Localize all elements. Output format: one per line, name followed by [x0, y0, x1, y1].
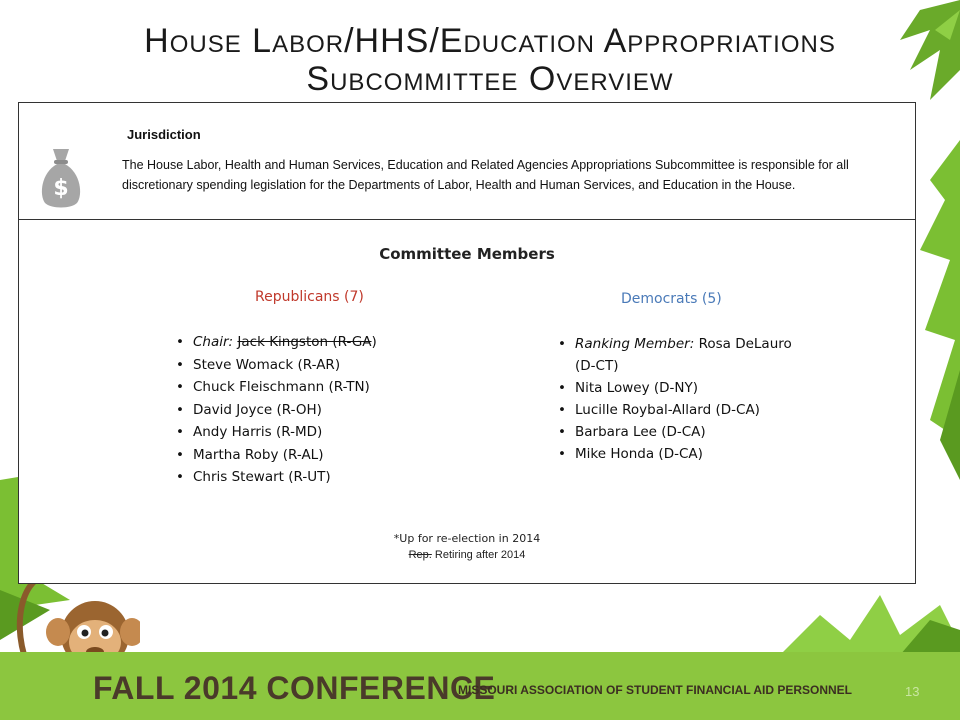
jurisdiction-heading: Jurisdiction [127, 127, 201, 142]
jurisdiction-text: The House Labor, Health and Human Services, Education and Related Agencies Appropriations Subcommittee is responsible for all discretionary spending legislation for the Departments of Labor, Health and Human Services, and Education in the House. [122, 158, 849, 192]
section-divider [19, 219, 915, 220]
chair-name: Jack Kingston (R-GA [237, 334, 372, 350]
slide-title-line-2: Subcommittee Overview [306, 60, 674, 98]
list-item: • Chuck Fleischmann (R-TN) [173, 376, 473, 399]
reelection-note: *Up for re-election in 2014 [393, 532, 541, 545]
retiring-note [19, 549, 915, 561]
conference-title: FALL 2014 CONFERENCE [93, 670, 496, 706]
association-name: MISSOURI ASSOCIATION OF STUDENT FINANCIAL AID PERSONNEL [458, 683, 853, 697]
list-item-chair [173, 331, 473, 354]
list-item: • Lucille Roybal-Allard (D-CA) [555, 399, 805, 421]
chair-role-label: Chair: [193, 334, 238, 350]
retiring-note-struck: Rep. [408, 549, 432, 561]
list-item: • Nita Lowey (D-NY) [555, 377, 805, 399]
list-item-ranking-member [555, 333, 805, 377]
svg-text:$: $ [53, 176, 69, 201]
retiring-note-text: Retiring after 2014 [431, 549, 526, 561]
page-number: 13 [905, 684, 920, 699]
money-bag-icon [39, 143, 83, 209]
republicans-heading: Republicans (7) [255, 289, 364, 305]
republicans-list [173, 331, 473, 489]
list-item: • Chris Stewart (R-UT) [173, 466, 473, 489]
ranking-role-label: Ranking Member: [575, 336, 699, 352]
list-item: • Barbara Lee (D-CA) [555, 421, 805, 443]
committee-members-heading: Committee Members [379, 245, 555, 263]
list-item: • Andy Harris (R-MD) [173, 421, 473, 444]
content-box [18, 102, 916, 584]
slide-title [60, 22, 920, 98]
democrats-heading: Democrats (5) [621, 291, 722, 307]
list-item: • Mike Honda (D-CA) [555, 443, 805, 465]
ranking-member-name: Rosa DeLauro (D-CT) [575, 336, 792, 374]
chair-name-close: ) [371, 334, 377, 350]
list-item: • Martha Roby (R-AL) [173, 444, 473, 467]
list-item: • David Joyce (R-OH) [173, 399, 473, 422]
democrats-list [555, 333, 805, 465]
slide-title-line-1: House Labor/HHS/Education Appropriations [144, 22, 836, 60]
list-item: • Steve Womack (R-AR) [173, 354, 473, 377]
palm-leaves-bottom-right [780, 585, 960, 655]
